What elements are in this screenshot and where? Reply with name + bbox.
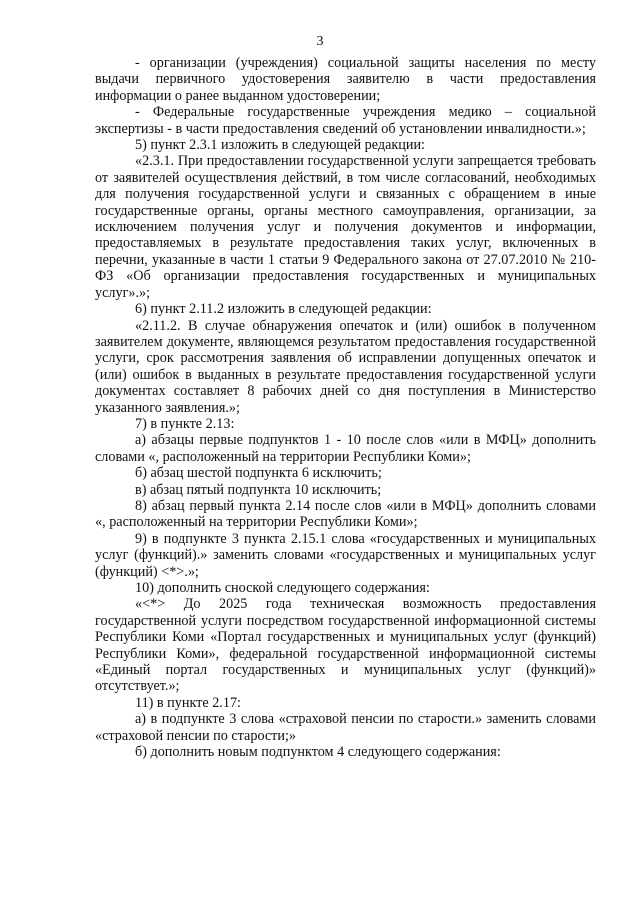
item-11b: б) дополнить новым подпунктом 4 следующего содержания: <box>135 744 501 761</box>
footnote-text: «<*> До 2025 года техническая возможность предоставления государственной услуги посредством государственной информационной системы Республики Коми «Портал государственных и муниципальных услуг (функций) Республики Коми», федеральной государственной информационной системы «Единый портал государственных и муниципальных услуг (функций)» отсутствует.»; <box>95 596 596 695</box>
document-body <box>95 55 596 760</box>
clause-2-11-2: «2.11.2. В случае обнаружения опечаток и (или) ошибок в полученном заявителем документе, являющемся результатом предоставления государственной услуги, срок рассмотрения заявления об исправлении допущенных опечаток и (или) ошибок в выданных в результате предоставления государственной услуги документах составляет 8 рабочих дней со дня поступления в Министерство указанного заявления.»; <box>95 317 596 416</box>
paragraph-medical-expertise: - Федеральные государственные учреждения медико – социальной экспертизы - в части предоставления сведений об установлении инвалидности.»; <box>95 104 596 137</box>
item-8: 8) абзац первый пункта 2.14 после слов «или в МФЦ» дополнить словами «, расположенный на территории Республики Коми»; <box>95 497 596 531</box>
item-10-heading: 10) дополнить сноской следующего содержания: <box>135 580 430 596</box>
item-11a: а) в подпункте 3 слова «страховой пенсии по старости.» заменить словами «страховой пенсии по старости;» <box>95 711 596 744</box>
item-7-heading: 7) в пункте 2.13: <box>135 415 235 432</box>
item-7b: б) абзац шестой подпункта 6 исключить; <box>135 465 382 482</box>
item-9: 9) в подпункте 3 пункта 2.15.1 слова «государственных и муниципальных услуг (функций).» заменить словами «государственных и муниципальных услуг (функций) <*>.»; <box>95 530 596 580</box>
item-7a: а) абзацы первые подпунктов 1 - 10 после слов «или в МФЦ» дополнить словами «, расположенный на территории Республики Коми»; <box>95 432 596 465</box>
item-6-heading: 6) пункт 2.11.2 изложить в следующей редакции: <box>135 301 432 318</box>
clause-2-3-1: «2.3.1. При предоставлении государственной услуги запрещается требовать от заявителей осуществления действий, в том числе согласований, необходимых для получения государственной услуги и связанных с обращением в иные государственные органы, органы местного самоуправления, организации, за исключением получения услуг и получения документов и информации, предоставляемых в результате предоставления таких услуг, включенных в перечни, указанные в части 1 статьи 9 Федерального закона от 27.07.2010 № 210-ФЗ «Об организации предоставления государственных и муниципальных услуг».»; <box>95 153 596 301</box>
item-11-heading: 11) в пункте 2.17: <box>135 694 241 711</box>
item-7v: в) абзац пятый подпункта 10 исключить; <box>135 481 382 498</box>
item-5-heading: 5) пункт 2.3.1 изложить в следующей редакции: <box>135 137 425 154</box>
page-number: 3 <box>316 34 324 49</box>
paragraph-social-protection: - организации (учреждения) социальной защиты населения по месту выдачи первичного удостоверения заявителю в части предоставления информации о ранее выданном удостоверении; <box>95 55 596 104</box>
